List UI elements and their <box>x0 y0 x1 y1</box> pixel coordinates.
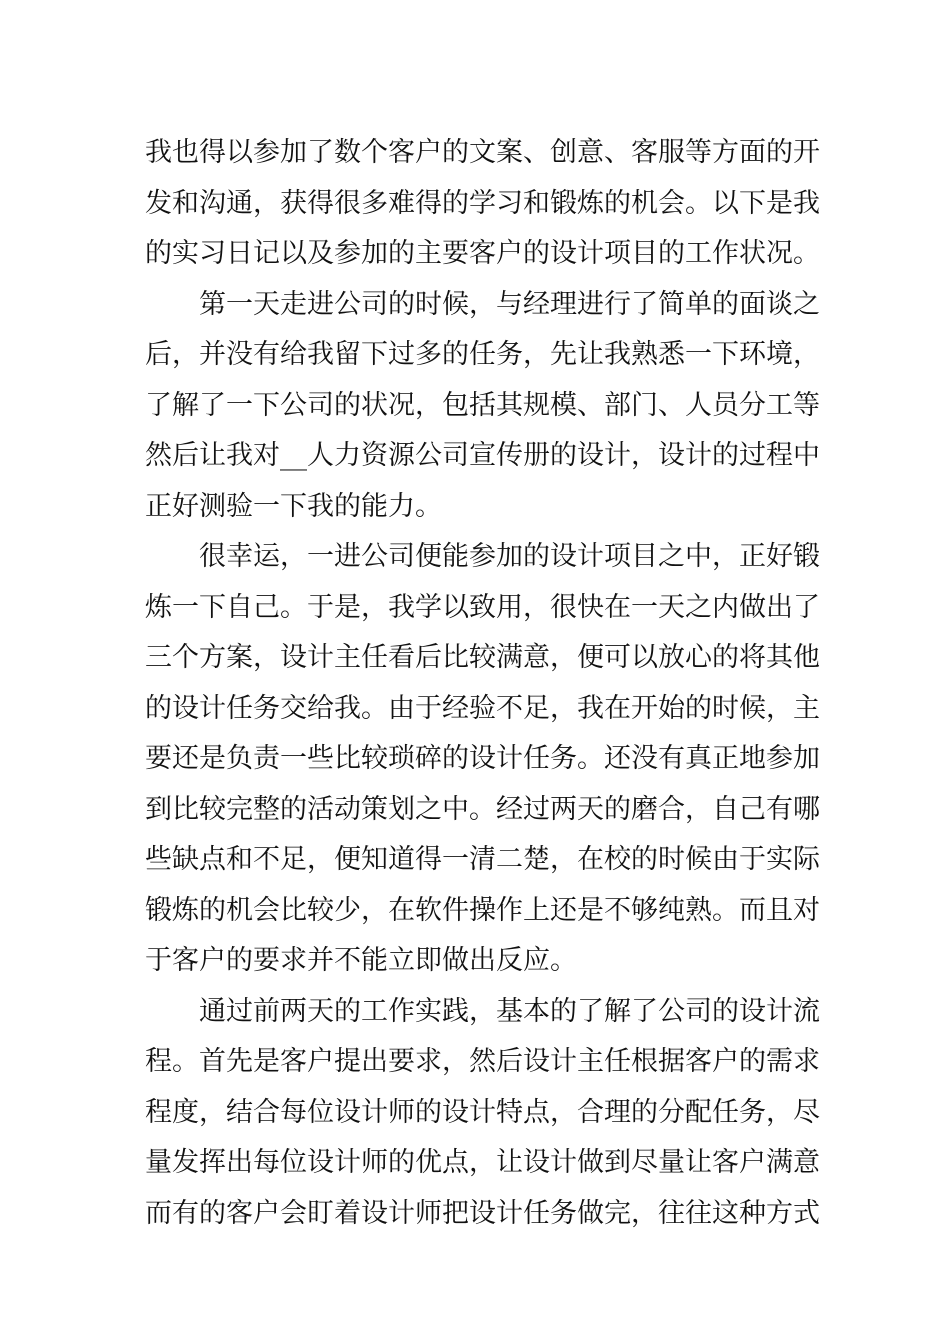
text-line: 炼一下自己。于是，我学以致用，很快在一天之内做出了 <box>145 591 820 623</box>
text-line: 然后让我对__人力资源公司宣传册的设计，设计的过程中 <box>145 440 820 471</box>
text-line: 很幸运，一进公司便能参加的设计项目之中，正好锻 <box>199 541 820 572</box>
text-line: 程。首先是客户提出要求，然后设计主任根据客户的需求 <box>145 1046 820 1077</box>
text-line: 三个方案，设计主任看后比较满意，便可以放心的将其他 <box>145 642 820 673</box>
paragraph-2 <box>145 280 820 533</box>
text-line: 第一天走进公司的时候，与经理进行了简单的面谈之 <box>199 288 820 320</box>
text-line: 锻炼的机会比较少，在软件操作上还是不够纯熟。而且对 <box>145 894 820 926</box>
text-line: 的实习日记以及参加的主要客户的设计项目的工作状况。 <box>145 238 820 269</box>
paragraph-1 <box>145 128 820 280</box>
text-line: 了解了一下公司的状况，包括其规模、部门、人员分工等 <box>145 389 820 421</box>
text-line: 于客户的要求并不能立即做出反应。 <box>145 945 577 976</box>
text-line: 的设计任务交给我。由于经验不足，我在开始的时候，主 <box>145 692 820 724</box>
text-line: 通过前两天的工作实践，基本的了解了公司的设计流 <box>199 995 820 1027</box>
text-line: 程度，结合每位设计师的设计特点，合理的分配任务，尽 <box>145 1096 820 1128</box>
text-line: 量发挥出每位设计师的优点，让设计做到尽量让客户满意 <box>145 1147 820 1178</box>
paragraph-3 <box>145 532 820 987</box>
document-body <box>145 128 820 1239</box>
paragraph-4 <box>145 987 820 1240</box>
text-line: 些缺点和不足，便知道得一清二楚，在校的时候由于实际 <box>145 844 820 875</box>
text-line: 要还是负责一些比较琐碎的设计任务。还没有真正地参加 <box>145 743 820 774</box>
text-line: 到比较完整的活动策划之中。经过两天的磨合，自己有哪 <box>145 793 820 825</box>
text-line: 我也得以参加了数个客户的文案、创意、客服等方面的开 <box>145 137 820 168</box>
text-line: 而有的客户会盯着设计师把设计任务做完，往往这种方式 <box>145 1197 820 1229</box>
text-line: 后，并没有给我留下过多的任务，先让我熟悉一下环境， <box>145 339 820 370</box>
text-line: 发和沟通，获得很多难得的学习和锻炼的机会。以下是我 <box>145 187 820 219</box>
text-line: 正好测验一下我的能力。 <box>145 490 442 522</box>
